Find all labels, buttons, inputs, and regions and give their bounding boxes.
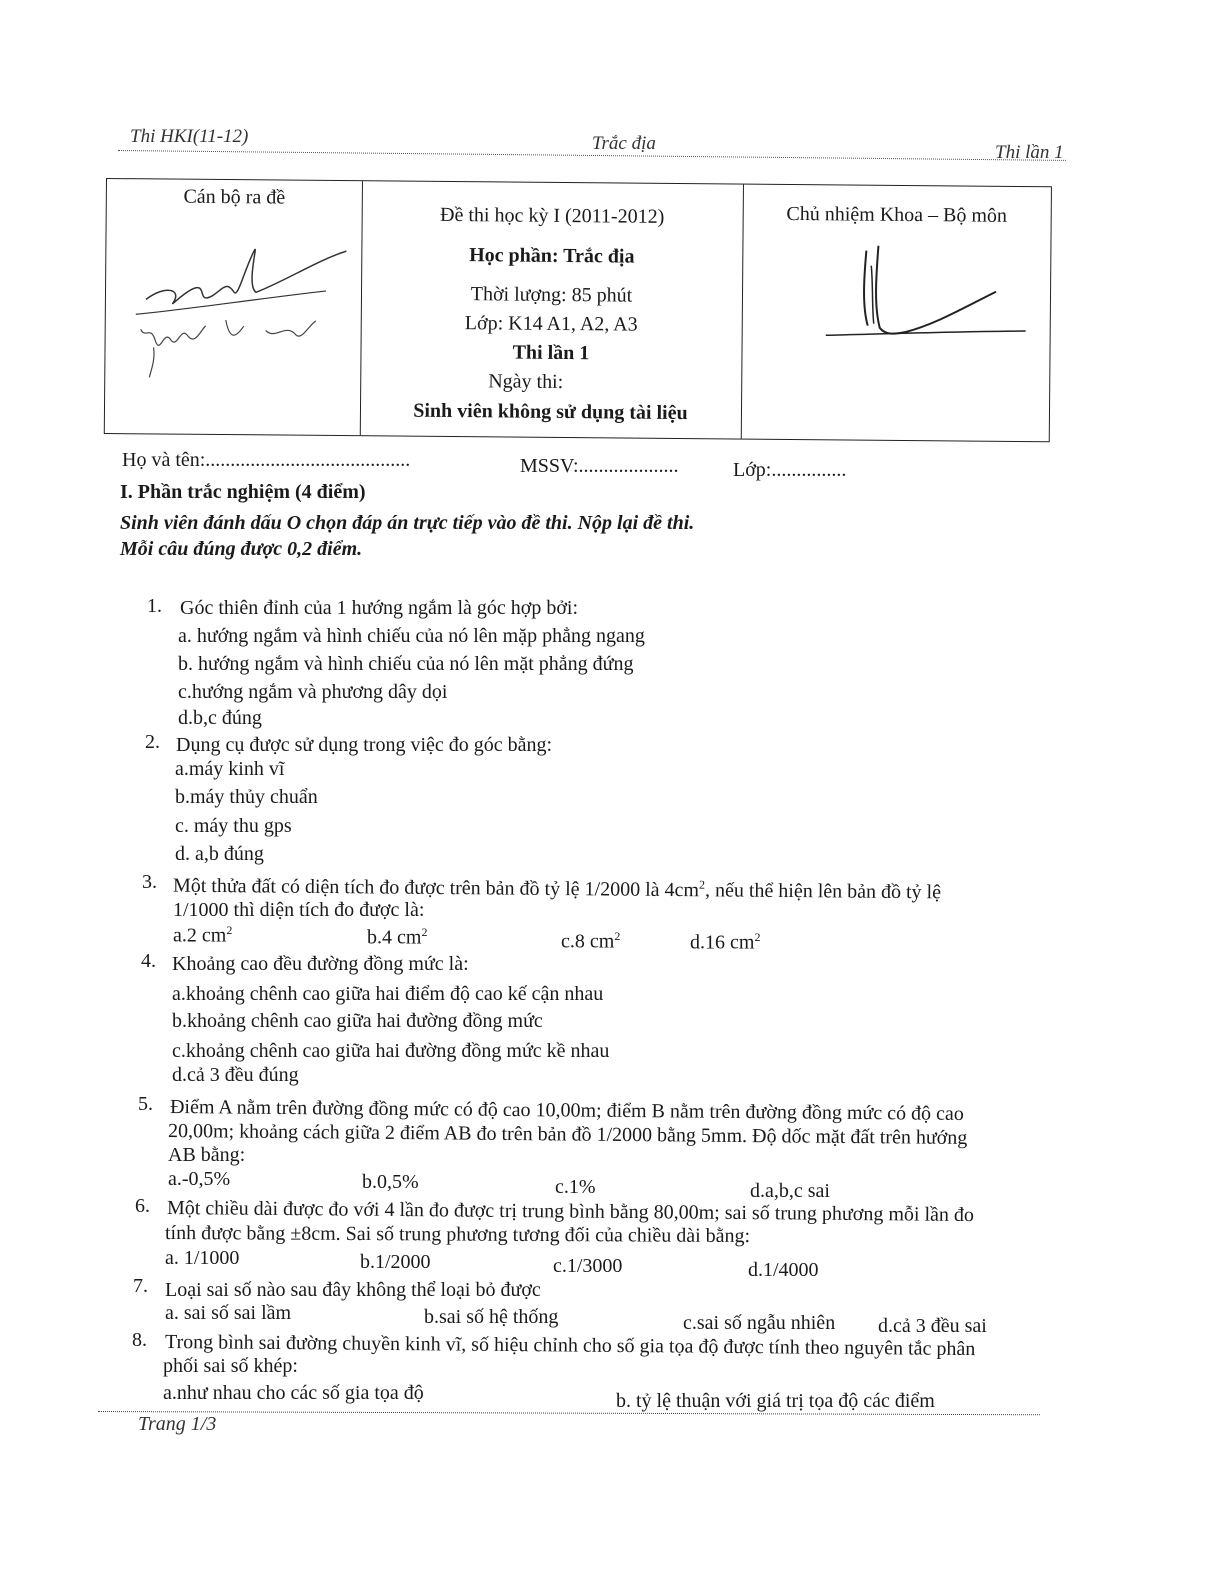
question-3-option-d-label: d.16 cm [690, 931, 755, 954]
question-4-number: 4. [141, 950, 156, 972]
question-7-text: Loại sai số nào sau đây không thể loại bỏ được [165, 1279, 541, 1301]
question-2-text: Dụng cụ được sử dụng trong việc đo góc bằng: [176, 734, 553, 756]
question-7-option-a: a. sai số sai lầm [165, 1302, 292, 1324]
question-8-option-b: b. tỷ lệ thuận với giá trị tọa độ các điểm [616, 1390, 935, 1412]
question-1-number: 1. [147, 595, 162, 617]
question-3-option-c-label: c.8 cm [561, 930, 615, 953]
question-6-line-1: Một chiều dài được đo với 4 lần đo được trị trung bình bằng 80,00m; sai số trung phương mỗi lần đo [166, 1197, 975, 1227]
header-right: Thi lần 1 [995, 142, 1064, 163]
header-center: Trắc địa [592, 133, 656, 154]
question-3-option-a [173, 923, 232, 948]
course-name: Học phần: Trắc địa [469, 244, 635, 268]
question-3-text-start: Một thửa đất có diện tích đo được trên bản đồ tỷ lệ 1/2000 là 4cm [172, 874, 700, 902]
question-3-option-b-sup: 2 [421, 925, 428, 939]
question-4-option-b: b.khoảng chênh cao giữa hai đường đồng mức [172, 1010, 543, 1032]
section-title: I. Phần trắc nghiệm (4 điểm) [120, 481, 366, 503]
question-1-option-b: b. hướng ngắm và hình chiếu của nó lên mặt phẳng đứng [178, 653, 634, 675]
question-5-option-b: b.0,5% [362, 1171, 419, 1193]
question-2-option-a: a.máy kinh vĩ [175, 758, 285, 780]
duration: Thời lượng: 85 phút [470, 283, 633, 307]
question-6-number: 6. [135, 1195, 150, 1217]
question-3-option-c [561, 929, 620, 954]
question-3-option-a-sup: 2 [226, 923, 233, 937]
attempt-label: Thi lần 1 [512, 341, 590, 365]
question-8-number: 8. [132, 1329, 147, 1351]
question-4-option-c: c.khoảng chênh cao giữa hai đường đồng mức kề nhau [172, 1040, 610, 1062]
question-8-option-a: a.như nhau cho các số gia tọa độ [163, 1382, 424, 1404]
question-1-option-d: d.b,c đúng [178, 707, 262, 729]
no-materials-note: Sinh viên không sử dụng tài liệu [413, 399, 688, 425]
left-cell-title: Cán bộ ra đề [183, 185, 286, 209]
question-8-line-1: Trong bình sai đường chuyền kinh vĩ, số hiệu chỉnh cho số gia tọa độ được tính theo nguyên tắc phân [164, 1331, 976, 1361]
question-3-option-d-sup: 2 [754, 930, 761, 944]
question-5-line-1: Điểm A nằm trên đường đồng mức có độ cao 10,00m; điểm B nằm trên đường đồng mức có độ cao [169, 1096, 964, 1125]
question-4-option-a: a.khoảng chênh cao giữa hai điểm độ cao kế cận nhau [172, 983, 604, 1005]
question-1-text: Góc thiên đỉnh của 1 hướng ngắm là góc hợp bởi: [180, 597, 579, 619]
question-5-option-a: a.-0,5% [168, 1168, 231, 1190]
question-3-option-b-label: b.4 cm [367, 926, 422, 949]
question-3-superscript: 2 [698, 877, 706, 892]
question-5-option-d: d.a,b,c sai [750, 1180, 830, 1202]
question-2-number: 2. [145, 731, 160, 753]
question-3-option-d [690, 930, 760, 955]
question-1-option-c: c.hướng ngắm và phương dây dọi [178, 681, 448, 703]
header-left: Thi HKI(11-12) [130, 126, 249, 147]
question-2-option-c: c. máy thu gps [175, 815, 292, 837]
question-3-number: 3. [142, 871, 157, 893]
question-6-line-2: tính được bằng ±8cm. Sai số trung phương tương đối của chiều dài bằng: [164, 1222, 751, 1248]
instruction-1: Sinh viên đánh dấu O chọn đáp án trực tiếp vào đề thi. Nộp lại đề thi. [120, 512, 695, 534]
question-1-option-a: a. hướng ngắm và hình chiếu của nó lên mặp phẳng ngang [178, 625, 645, 647]
instruction-2: Mỗi câu đúng được 0,2 điểm. [120, 538, 363, 560]
exam-title: Đề thi học kỳ I (2011-2012) [439, 203, 665, 228]
student-name-field: Họ và tên:......................................... [122, 449, 411, 471]
question-3-text-end: , nếu thể hiện lên bản đồ tỷ lệ [704, 879, 942, 904]
question-7-option-d: d.cả 3 đều sai [878, 1315, 987, 1337]
question-7-number: 7. [133, 1275, 148, 1297]
question-4-option-d: d.cả 3 đều đúng [172, 1064, 299, 1086]
exam-date: Ngày thi: [488, 370, 564, 393]
class-field: Lớp:............... [733, 459, 847, 481]
question-2-option-b: b.máy thủy chuẩn [175, 786, 318, 808]
signature-image-2 [825, 235, 1046, 357]
class-list: Lớp: K14 A1, A2, A3 [464, 312, 638, 336]
question-6-option-d: d.1/4000 [748, 1259, 819, 1281]
question-8-line-2: phối sai số khép: [163, 1355, 298, 1377]
question-5-number: 5. [138, 1093, 153, 1115]
question-6-option-c: c.1/3000 [553, 1255, 623, 1277]
student-id-field: MSSV:.................... [520, 455, 679, 477]
question-3-option-c-sup: 2 [614, 929, 621, 943]
signature-image [125, 229, 356, 391]
right-cell-title: Chủ nhiệm Khoa – Bộ môn [786, 202, 1008, 227]
question-3-option-b [367, 925, 427, 950]
question-5-option-c: c.1% [555, 1176, 596, 1198]
question-4-text: Khoảng cao đều đường đồng mức là: [172, 953, 469, 975]
question-3-text-line2: 1/1000 thì diện tích đo được là: [173, 899, 425, 921]
header-table [104, 178, 1052, 442]
page-number: Trang 1/3 [138, 1413, 217, 1435]
question-5-line-2: 20,00m; khoảng cách giữa 2 điểm AB đo trên bản đồ 1/2000 bằng 5mm. Độ dốc mặt đất trên hướng [167, 1120, 968, 1149]
question-7-option-c: c.sai số ngẫu nhiên [683, 1312, 836, 1334]
question-2-option-d: d. a,b đúng [175, 843, 264, 865]
question-3-option-a-label: a.2 cm [173, 924, 227, 947]
question-6-option-b: b.1/2000 [360, 1251, 431, 1273]
question-7-option-b: b.sai số hệ thống [424, 1306, 559, 1328]
question-6-option-a: a. 1/1000 [165, 1247, 240, 1269]
question-5-line-3: AB bằng: [168, 1144, 246, 1166]
